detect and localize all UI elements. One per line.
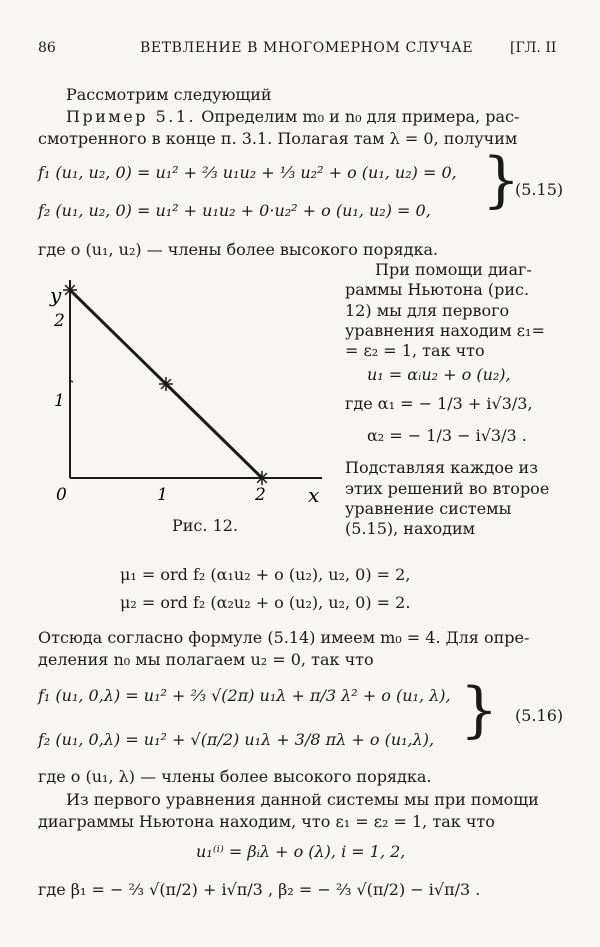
example-label: Пример 5.1. xyxy=(66,107,197,126)
figure-caption: Рис. 12. xyxy=(172,516,239,535)
where-text-1: где o (u₁, u₂) — члены более высокого порядка. xyxy=(38,240,439,259)
right-column-text xyxy=(345,260,549,540)
right-line: где α₁ = − 1/3 + i√3/3, xyxy=(345,393,533,413)
y-tick-label-1: 1 xyxy=(54,391,65,411)
mu1-equation: μ₁ = ord f₂ (α₁u₂ + o (u₂), u₂, 0) = 2, xyxy=(120,565,411,584)
running-title: ВЕТВЛЕНИЕ В МНОГОМЕРНОМ СЛУЧАЕ xyxy=(140,40,474,56)
right-line: α₂ = − 1/3 − i√3/3 . xyxy=(367,426,527,446)
right-line: этих решений во второе xyxy=(345,478,550,498)
right-line: = ε₂ = 1, так что xyxy=(345,341,485,361)
beta-definitions: где β₁ = − ⅔ √(π/2) + i√π/3 , β₂ = − ⅔ √(π/2) − i√π/3 . xyxy=(38,880,481,899)
data-point xyxy=(255,471,269,485)
right-line: При помощи диаг- xyxy=(375,260,532,279)
equation-5-16-line-1: f₁ (u₁, 0,λ) = u₁² + ⅔ √(2π) u₁λ + π/3 λ² + o (u₁, λ), xyxy=(38,686,451,705)
equation-5-15-line-2: f₂ (u₁, u₂, 0) = u₁² + u₁u₂ + 0·u₂² + o (u₁, u₂) = 0, xyxy=(38,201,431,220)
equation-brace: } xyxy=(460,675,499,745)
right-line: уравнения находим ε₁= xyxy=(345,320,545,340)
equation-brace: } xyxy=(482,145,521,215)
y-tick-label-2: 2 xyxy=(54,311,65,331)
text-after-line-1: Отсюда согласно формуле (5.14) имеем m₀ = 4. Для опре- xyxy=(38,628,530,647)
x-tick-label-2: 2 xyxy=(255,485,266,505)
equation-number-5-15: (5.15) xyxy=(515,180,564,199)
right-line: уравнение системы xyxy=(345,498,512,518)
chapter-ref: [ГЛ. II xyxy=(510,40,557,56)
equation-number-5-16: (5.16) xyxy=(515,706,564,725)
origin-label: 0 xyxy=(56,485,67,505)
x-tick-label-1: 1 xyxy=(157,485,168,505)
example-line-2: смотренного в конце п. 3.1. Полагая там λ = 0, получим xyxy=(38,129,518,148)
page-number: 86 xyxy=(38,40,56,56)
mu2-equation: μ₂ = ord f₂ (α₂u₂ + o (u₂), u₂, 0) = 2. xyxy=(120,593,411,612)
final-line-2: диаграммы Ньютона находим, что ε₁ = ε₂ = 1, так что xyxy=(38,812,495,831)
equation-5-15-line-1: f₁ (u₁, u₂, 0) = u₁² + ⅔ u₁u₂ + ⅓ u₂² + o (u₁, u₂) = 0, xyxy=(38,163,457,182)
newton-diagram xyxy=(40,270,325,510)
intro-text: Рассмотрим следующий xyxy=(66,85,272,104)
axes xyxy=(69,280,322,478)
where-text-2: где o (u₁, λ) — члены более высокого порядка. xyxy=(38,767,432,786)
data-point xyxy=(159,377,173,391)
right-line: Подставляя каждое из xyxy=(345,458,538,478)
text-after-line-2: деления n₀ мы полагаем u₂ = 0, так что xyxy=(38,650,374,669)
right-line: u₁ = αᵢu₂ + o (u₂), xyxy=(367,365,511,385)
right-line: 12) мы для первого xyxy=(345,300,510,320)
equation-5-16-line-2: f₂ (u₁, 0,λ) = u₁² + √(π/2) u₁λ + 3/8 πλ + o (u₁,λ), xyxy=(38,730,435,749)
y-axis-label: y xyxy=(50,283,62,307)
data-point xyxy=(63,283,77,297)
right-line: (5.15), находим xyxy=(345,519,476,539)
final-line-1: Из первого уравнения данной системы мы при помощи xyxy=(66,790,539,809)
example-line-1 xyxy=(66,107,519,127)
right-line: раммы Ньютона (рис. xyxy=(345,280,530,300)
x-axis-label: x xyxy=(308,483,320,507)
final-equation: u₁⁽ⁱ⁾ = βᵢλ + o (λ), i = 1, 2, xyxy=(196,842,406,861)
example-text-1: Определим m₀ и n₀ для примера, рас- xyxy=(201,107,520,126)
